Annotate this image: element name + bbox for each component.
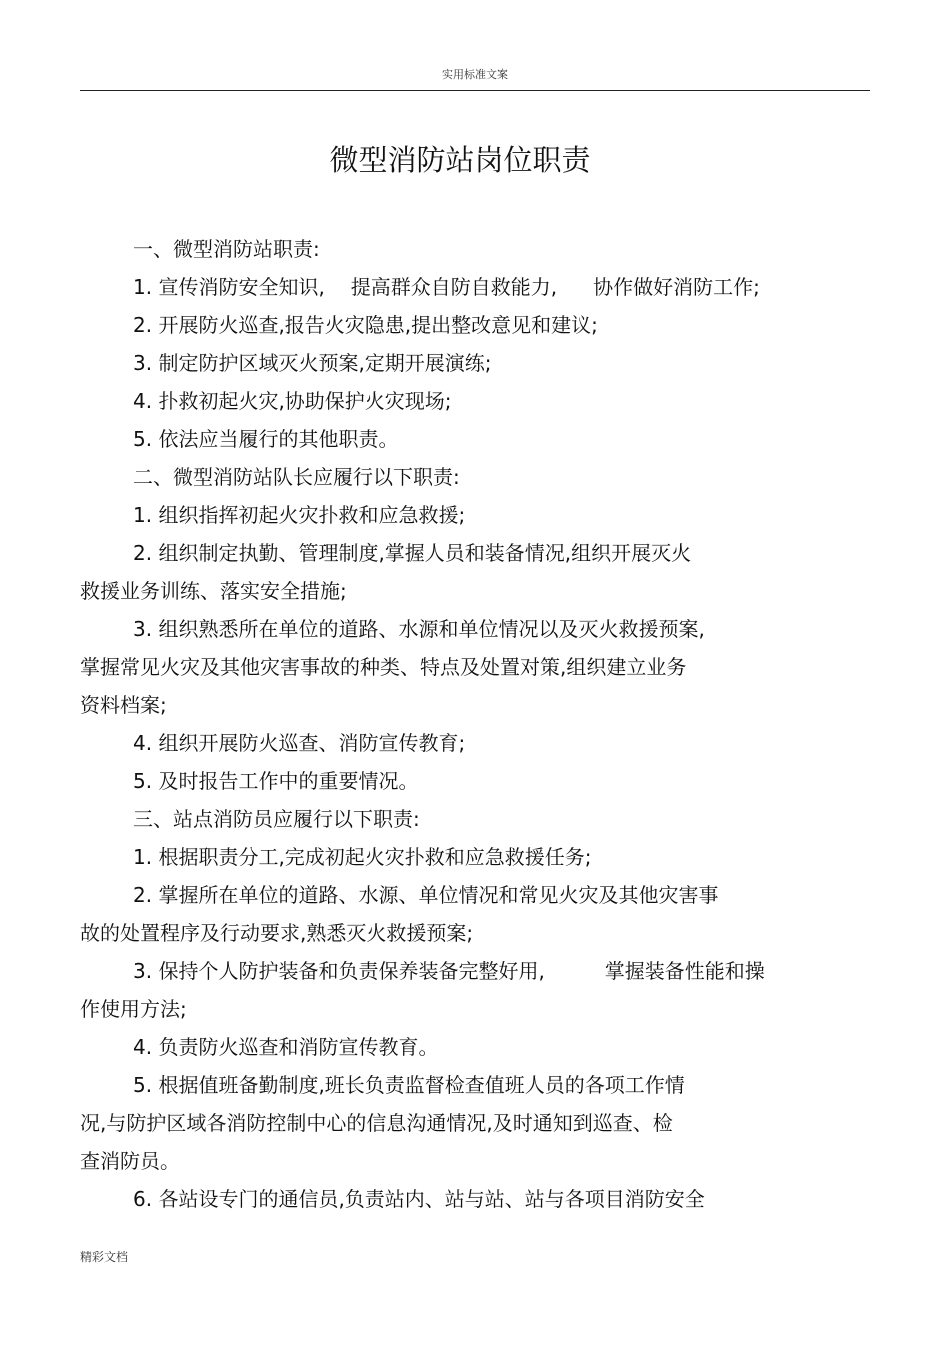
paragraph-line: 1. 根据职责分工,完成初起火灾扑救和应急救援任务; xyxy=(133,845,592,869)
paragraph-line: 掌握常见火灾及其他灾害事故的种类、特点及处置对策,组织建立业务 xyxy=(80,655,687,679)
page-header-text: 实用标准文案 xyxy=(442,68,508,81)
paragraph-line: 1. 组织指挥初起火灾扑救和应急救援; xyxy=(133,503,466,527)
paragraph-line: 救援业务训练、落实安全措施; xyxy=(80,579,347,603)
paragraph-line: 2. 组织制定执勤、管理制度,掌握人员和装备情况,组织开展灭火 xyxy=(133,541,692,565)
paragraph-line: 查消防员。 xyxy=(80,1149,180,1173)
paragraph-fragment: 3. 保持个人防护装备和负责保养装备完整好用, xyxy=(133,959,545,983)
paragraph-line: 资料档案; xyxy=(80,693,167,717)
document-body xyxy=(80,230,870,1218)
document-title: 微型消防站岗位职责 xyxy=(329,143,591,177)
paragraph-line: 作使用方法; xyxy=(80,997,187,1021)
paragraph-fragment: 掌握装备性能和操 xyxy=(604,959,765,983)
paragraph-line: 2. 开展防火巡查,报告火灾隐患,提出整改意见和建议; xyxy=(133,313,598,337)
paragraph-fragment: 1. 宣传消防安全知识, xyxy=(133,275,325,299)
paragraph-line xyxy=(80,952,870,990)
paragraph-line: 5. 根据值班备勤制度,班长负责监督检查值班人员的各项工作情 xyxy=(133,1073,685,1097)
header-divider xyxy=(80,90,870,91)
page-footer-text: 精彩文档 xyxy=(80,1250,129,1264)
paragraph-line: 4. 组织开展防火巡查、消防宣传教育; xyxy=(133,731,466,755)
paragraph-line: 4. 负责防火巡查和消防宣传教育。 xyxy=(133,1035,439,1059)
paragraph-line: 况,与防护区域各消防控制中心的信息沟通情况,及时通知到巡查、检 xyxy=(80,1111,673,1135)
section-heading-3: 三、站点消防员应履行以下职责: xyxy=(133,807,420,831)
paragraph-line: 5. 依法应当履行的其他职责。 xyxy=(133,427,399,451)
paragraph-fragment: 协作做好消防工作; xyxy=(593,275,760,299)
paragraph-line: 4. 扑救初起火灾,协助保护火灾现场; xyxy=(133,389,452,413)
section-heading-1: 一、微型消防站职责: xyxy=(133,237,320,261)
paragraph-line: 2. 掌握所在单位的道路、水源、单位情况和常见火灾及其他灾害事 xyxy=(133,883,719,907)
section-heading-2: 二、微型消防站队长应履行以下职责: xyxy=(133,465,460,489)
paragraph-line: 6. 各站设专门的通信员,负责站内、站与站、站与各项目消防安全 xyxy=(133,1187,705,1211)
paragraph-line: 故的处置程序及行动要求,熟悉灭火救援预案; xyxy=(80,921,474,945)
paragraph-line: 3. 组织熟悉所在单位的道路、水源和单位情况以及灭火救援预案, xyxy=(133,617,705,641)
paragraph-line xyxy=(80,268,870,306)
paragraph-fragment: 提高群众自防自救能力, xyxy=(350,275,558,299)
paragraph-line: 3. 制定防护区域灭火预案,定期开展演练; xyxy=(133,351,492,375)
paragraph-line: 5. 及时报告工作中的重要情况。 xyxy=(133,769,419,793)
